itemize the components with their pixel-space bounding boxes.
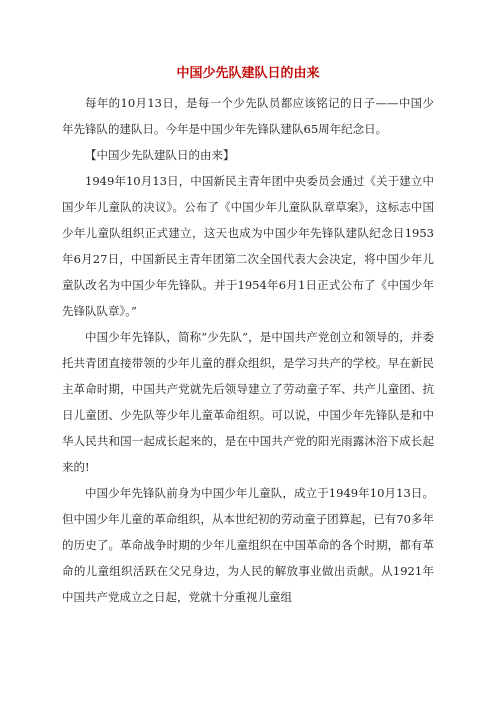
paragraph-origin: 中国少年先锋队前身为中国少年儿童队，成立于1949年10月13日。但中国少年儿童的革命组织，从本世纪初的劳动童子团算起，已有70多年的历史了。革命战争时期的少年儿童组织在中国革命的各个时期，都有革命的儿童组织活跃在父兄身边，为人民的解放事业做出贡献。从1921年中国共产党成立之日起，党就十分重视儿童组 — [62, 486, 434, 604]
paragraph-history: 1949年10月13日，中国新民主青年团中央委员会通过《关于建立中国少年儿童队的决议》。公布了《中国少年儿童队队章草案》，这标志中国少年儿童队组织正式建立，这天也成为中国少年先锋队建队纪念日1953年6月27日，中国新民主青年团第二次全国代表大会决定，将中国少年儿童队改名为中国少年先锋队。并于1954年6月1日正式公布了《中国少年先锋队队章》。” — [62, 174, 434, 318]
paragraph-intro: 每年的10月13日，是每一个少先队员都应该铭记的日子——中国少年先锋队的建队日。今年是中国少年先锋队建队65周年纪念日。 — [62, 96, 434, 136]
document-title: 中国少先队建队日的由来 — [176, 66, 320, 81]
section-heading: 【中国少先队建队日的由来】 — [85, 148, 235, 162]
paragraph-definition: 中国少年先锋队，简称“少先队”，是中国共产党创立和领导的，并委托共青团直接带领的少年儿童的群众组织，是学习共产的学校。早在新民主革命时期，中国共产党就先后领导建立了劳动童子军、共产儿童团、抗日儿童团、少先队等少年儿童革命组织。可以说，中国少年先锋队是和中华人民共和国一起成长起来的，是在中国共产党的阳光雨露沐浴下成长起来的! — [62, 330, 434, 474]
